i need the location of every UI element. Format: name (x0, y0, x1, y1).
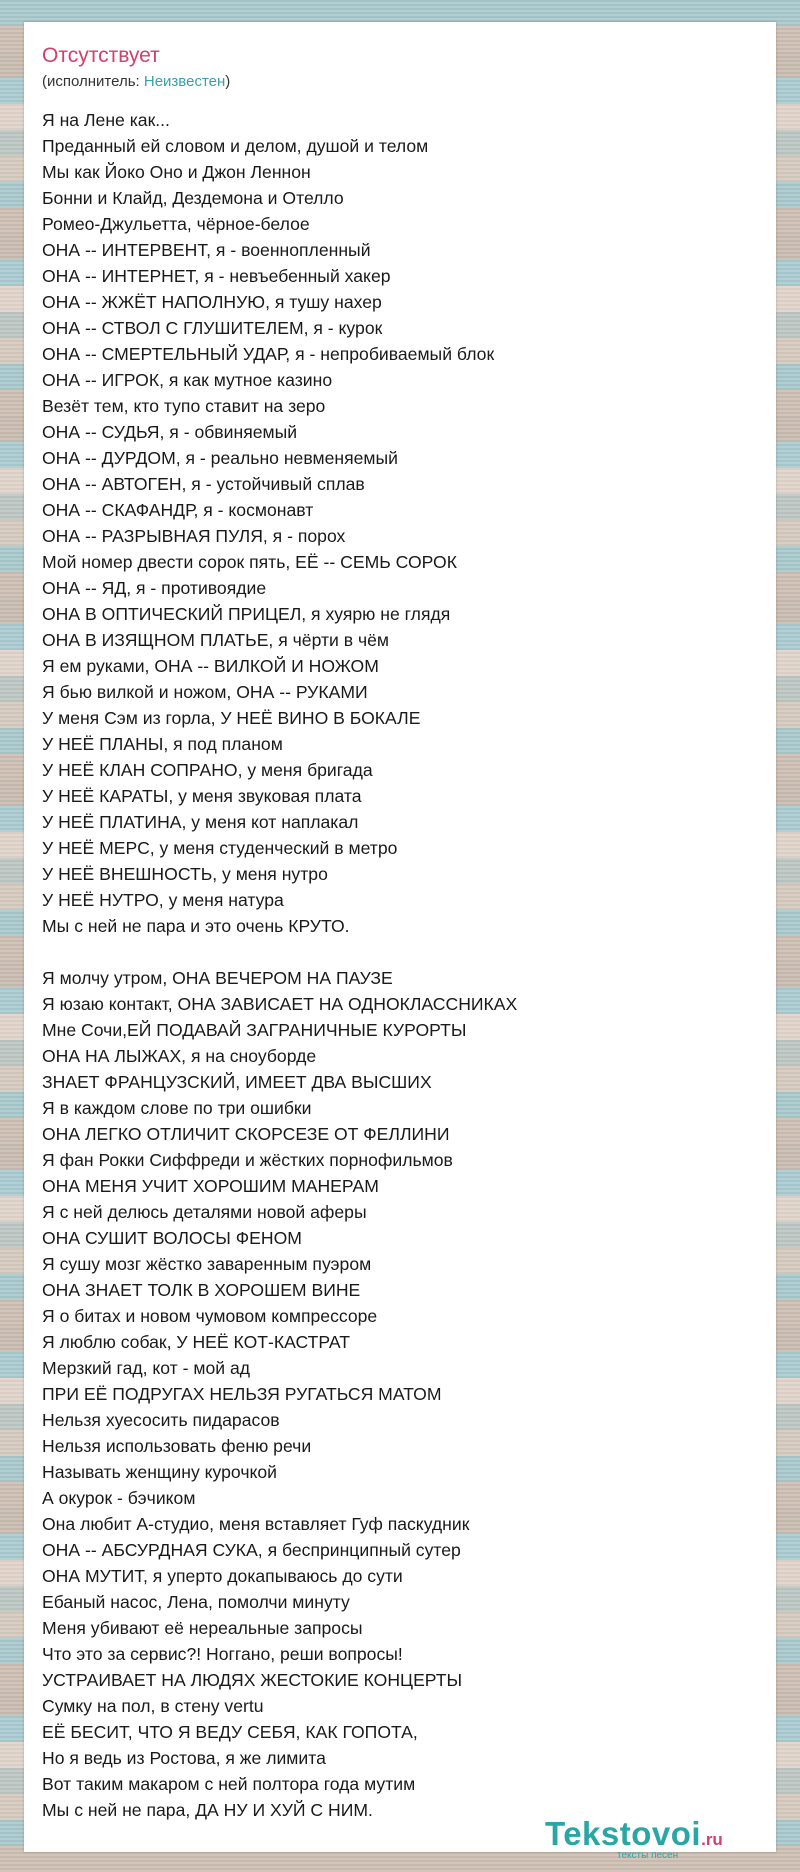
stanza-gap (42, 939, 517, 965)
lyric-line: ОНА В ИЗЯЩНОМ ПЛАТЬЕ, я чёрти в чём (42, 630, 390, 650)
lyric-line: Меня убивают её нереальные запросы (42, 1618, 363, 1638)
lyric-line: Ебаный насос, Лена, помолчи минуту (42, 1592, 350, 1612)
lyric-line: ОНА В ОПТИЧЕСКИЙ ПРИЦЕЛ, я хуярю не глядя (42, 604, 451, 624)
lyrics-card (24, 22, 776, 1852)
lyric-line: ЗНАЕТ ФРАНЦУЗСКИЙ, ИМЕЕТ ДВА ВЫСШИХ (42, 1072, 432, 1092)
artist-link[interactable]: Неизвестен (143, 73, 226, 90)
lyric-line: Мы как Йоко Оно и Джон Леннон (42, 162, 311, 182)
lyric-line: ОНА -- ЖЖЁТ НАПОЛНУЮ, я тушу нахер (42, 292, 382, 312)
lyric-line: ОНА -- АБСУРДНАЯ СУКА, я беспринципный сутер (42, 1540, 461, 1560)
lyric-line: Я о битах и новом чумовом компрессоре (42, 1306, 378, 1326)
lyric-line: Я бью вилкой и ножом, ОНА -- РУКАМИ (42, 682, 368, 702)
lyric-line: Мы с ней не пара и это очень КРУТО. (42, 916, 350, 936)
lyrics-text (42, 107, 517, 1823)
lyric-line: ОНА -- АВТОГЕН, я - устойчивый сплав (42, 474, 365, 494)
lyric-line: ОНА -- ДУРДОМ, я - реально невменяемый (42, 448, 398, 468)
lyric-line: ОНА -- ИНТЕРВЕНТ, я - военнопленный (42, 240, 371, 260)
lyric-line: У НЕЁ ПЛАТИНА, у меня кот наплакал (42, 812, 359, 832)
logo-tld: .ru (701, 1830, 723, 1849)
logo-brand: Tekstovoi (545, 1815, 702, 1852)
logo-tagline: тексты песен (617, 1850, 679, 1861)
lyric-line: ОНА СУШИТ ВОЛОСЫ ФЕНОМ (42, 1228, 302, 1248)
tekstovoi-logo[interactable] (545, 1815, 723, 1861)
lyric-line: У НЕЁ ПЛАНЫ, я под планом (42, 734, 283, 754)
lyric-line: ОНА -- ИГРОК, я как мутное казино (42, 370, 333, 390)
lyric-line: У НЕЁ ВНЕШНОСТЬ, у меня нутро (42, 864, 328, 884)
lyric-line: Мы с ней не пара, ДА НУ И ХУЙ С НИМ. (42, 1800, 373, 1820)
lyric-line: Мерзкий гад, кот - мой ад (42, 1358, 251, 1378)
lyric-line: Она любит А-студио, меня вставляет Гуф паскудник (42, 1514, 470, 1534)
lyric-line: У НЕЁ НУТРО, у меня натура (42, 890, 284, 910)
lyric-line: ОНА -- СУДЬЯ, я - обвиняемый (42, 422, 298, 442)
artist-prefix: (исполнитель: (42, 73, 144, 90)
lyric-line: Я на Лене как... (42, 110, 170, 130)
lyric-line: Я юзаю контакт, ОНА ЗАВИСАЕТ НА ОДНОКЛАССНИКАХ (42, 994, 518, 1014)
lyric-line: Что это за сервис?! Ноггано, реши вопросы! (42, 1644, 403, 1664)
lyric-line: Мне Сочи,ЕЙ ПОДАВАЙ ЗАГРАНИЧНЫЕ КУРОРТЫ (42, 1020, 467, 1040)
lyric-line: ОНА -- ИНТЕРНЕТ, я - невъебенный хакер (42, 266, 391, 286)
lyric-line: А окурок - бэчиком (42, 1488, 196, 1508)
lyric-line: ОНА -- ЯД, я - противоядие (42, 578, 267, 598)
lyric-line: ОНА -- СМЕРТЕЛЬНЫЙ УДАР, я - непробиваемый блок (42, 344, 495, 364)
lyric-line: Ромео-Джульетта, чёрное-белое (42, 214, 310, 234)
lyric-line: Преданный ей словом и делом, душой и телом (42, 136, 429, 156)
song-title: Отсутствует (42, 44, 160, 67)
artist-suffix: ) (225, 73, 231, 90)
lyric-line: Нельзя использовать феню речи (42, 1436, 312, 1456)
lyric-line: Везёт тем, кто тупо ставит на зеро (42, 396, 326, 416)
lyric-line: ОНА -- СКАФАНДР, я - космонавт (42, 500, 314, 520)
lyric-line: ОНА -- РАЗРЫВНАЯ ПУЛЯ, я - порох (42, 526, 346, 546)
lyric-line: Я с ней делюсь деталями новой аферы (42, 1202, 367, 1222)
lyric-line: У НЕЁ КЛАН СОПРАНО, у меня бригада (42, 760, 373, 780)
lyric-line: ЕЁ БЕСИТ, ЧТО Я ВЕДУ СЕБЯ, КАК ГОПОТА, (42, 1722, 418, 1742)
lyric-line: Но я ведь из Ростова, я же лимита (42, 1748, 326, 1768)
artist-line (42, 73, 230, 90)
lyric-line: Сумку на пол, в стену vertu (42, 1696, 264, 1716)
lyric-line: Я сушу мозг жёстко заваренным пуэром (42, 1254, 372, 1274)
lyric-line: ПРИ ЕЁ ПОДРУГАХ НЕЛЬЗЯ РУГАТЬСЯ МАТОМ (42, 1384, 442, 1404)
lyric-line: Мой номер двести сорок пять, ЕЁ -- СЕМЬ СОРОК (42, 552, 457, 572)
lyric-line: ОНА МУТИТ, я уперто докапываюсь до сути (42, 1566, 403, 1586)
lyric-line: Я фан Рокки Сиффреди и жёстких порнофильмов (42, 1150, 453, 1170)
lyric-line: Я молчу утром, ОНА ВЕЧЕРОМ НА ПАУЗЕ (42, 968, 393, 988)
lyric-line: Называть женщину курочкой (42, 1462, 277, 1482)
lyric-line: Бонни и Клайд, Дездемона и Отелло (42, 188, 344, 208)
lyric-line: Я ем руками, ОНА -- ВИЛКОЙ И НОЖОМ (42, 656, 379, 676)
lyric-line: У меня Сэм из горла, У НЕЁ ВИНО В БОКАЛЕ (42, 708, 421, 728)
lyric-line: Вот таким макаром с ней полтора года мутим (42, 1774, 416, 1794)
lyric-line: ОНА ЗНАЕТ ТОЛК В ХОРОШЕМ ВИНЕ (42, 1280, 361, 1300)
lyric-line: Я люблю собак, У НЕЁ КОТ-КАСТРАТ (42, 1332, 351, 1352)
lyric-line: Я в каждом слове по три ошибки (42, 1098, 312, 1118)
lyric-line: У НЕЁ МЕРС, у меня студенческий в метро (42, 838, 398, 858)
lyric-line: ОНА -- СТВОЛ С ГЛУШИТЕЛЕМ, я - курок (42, 318, 383, 338)
lyric-line: У НЕЁ КАРАТЫ, у меня звуковая плата (42, 786, 362, 806)
lyric-line: Нельзя хуесосить пидарасов (42, 1410, 280, 1430)
lyric-line: ОНА МЕНЯ УЧИТ ХОРОШИМ МАНЕРАМ (42, 1176, 379, 1196)
lyric-line: ОНА НА ЛЫЖАХ, я на сноуборде (42, 1046, 317, 1066)
lyric-line: УСТРАИВАЕТ НА ЛЮДЯХ ЖЕСТОКИЕ КОНЦЕРТЫ (42, 1670, 463, 1690)
lyric-line: ОНА ЛЕГКО ОТЛИЧИТ СКОРСЕЗЕ ОТ ФЕЛЛИНИ (42, 1124, 450, 1144)
